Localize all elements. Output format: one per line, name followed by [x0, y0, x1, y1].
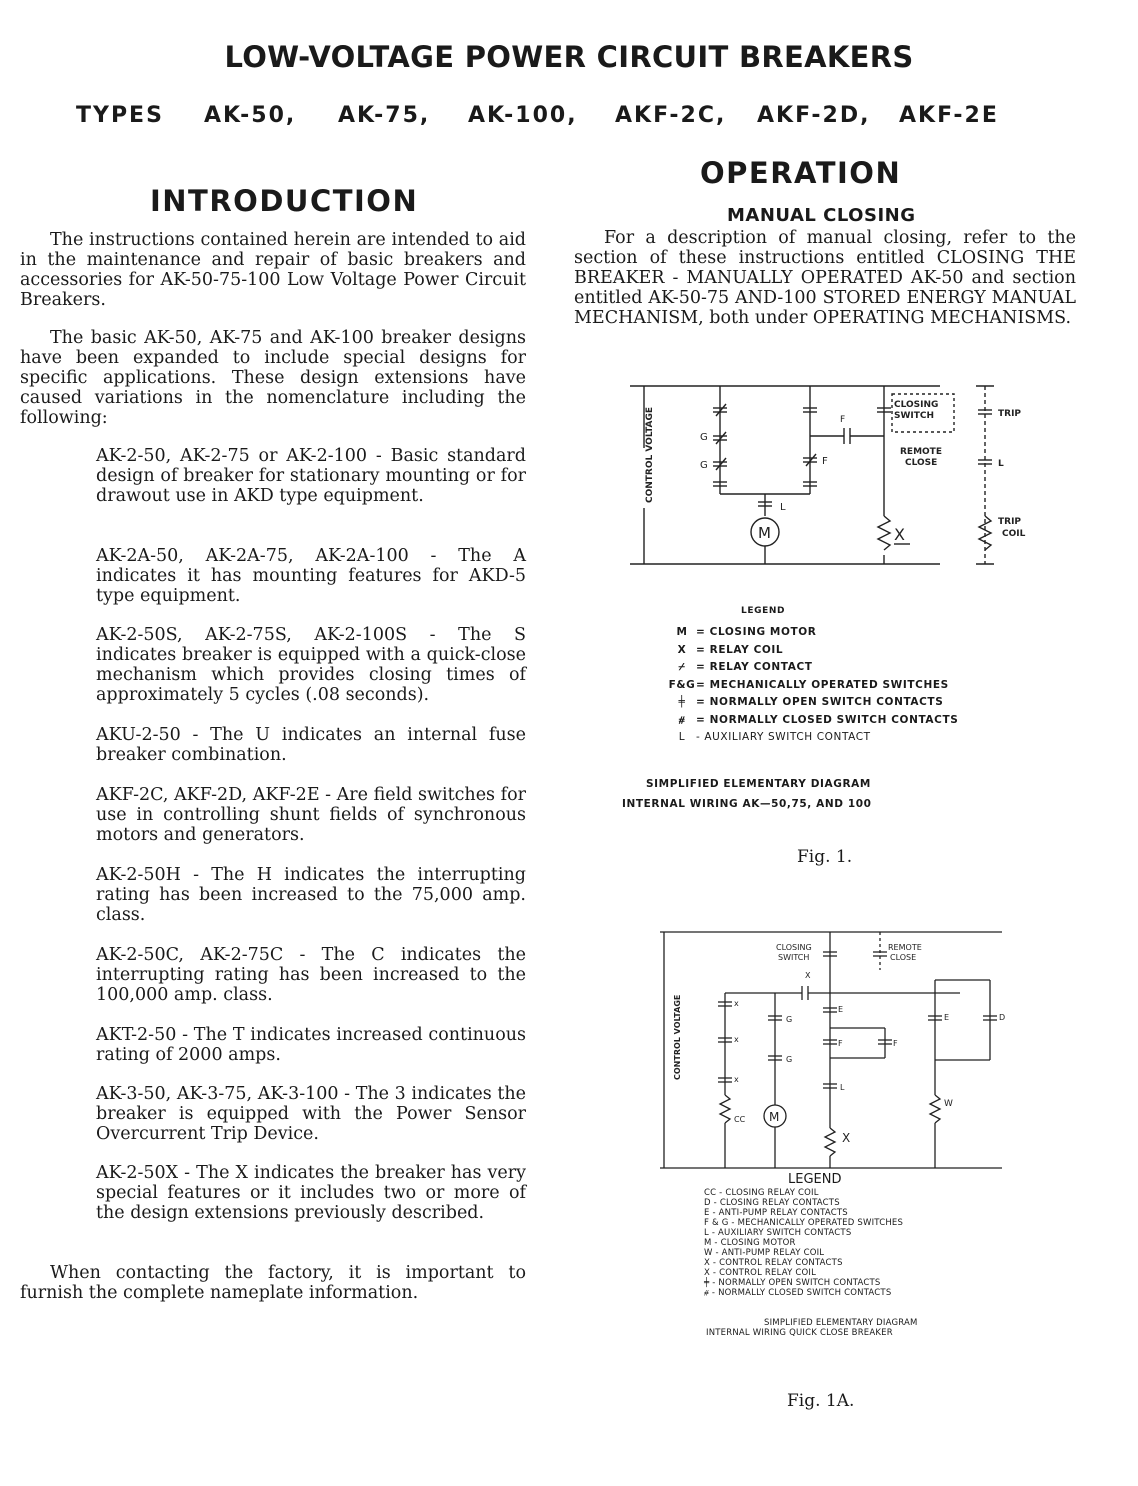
fig1a-g-label: G	[786, 1015, 793, 1024]
fig1a-w-label: W	[944, 1099, 953, 1109]
fig1a-legend-item: ╪ - NORMALLY OPEN SWITCH CONTACTS	[704, 1278, 881, 1288]
fig1-label: Fig. 1.	[797, 847, 853, 867]
nomenclature-item: AK-2-50H - The H indicates the interrupting rating has been increased to the 75,000 amp. class.	[96, 865, 526, 925]
svg-text:x: x	[734, 1075, 739, 1084]
fig1a-legend-item: W - ANTI-PUMP RELAY COIL	[704, 1248, 825, 1258]
nomenclature-item: AK-3-50, AK-3-75, AK-3-100 - The 3 indicates the breaker is equipped with the Power Sensor Overcurrent Trip Device.	[96, 1084, 526, 1144]
fig1a-caption-line-2: INTERNAL WIRING QUICK CLOSE BREAKER	[706, 1328, 893, 1338]
fig1-control-voltage-label: CONTROL VOLTAGE	[645, 406, 655, 503]
svg-text:x: x	[734, 999, 739, 1008]
fig1-legend-item: X = RELAY COIL	[668, 642, 958, 660]
normally-open-contact-icon: ╪	[678, 696, 686, 708]
page-title: LOW-VOLTAGE POWER CIRCUIT BREAKERS	[224, 40, 914, 74]
fig1a-legend-item: F & G - MECHANICALLY OPERATED SWITCHES	[704, 1218, 904, 1228]
fig1-legend-item: ⌿ = RELAY CONTACT	[668, 659, 958, 677]
fig1a-motor-label: M	[769, 1110, 780, 1124]
relay-contact-icon: ⌿	[678, 661, 686, 673]
fig1-caption-line-2: INTERNAL WIRING AK—50,75, AND 100	[622, 798, 872, 810]
svg-text:REMOTE: REMOTE	[888, 943, 922, 952]
fig1a-f-label: F	[838, 1039, 843, 1048]
fig1a-legend-item: X - CONTROL RELAY COIL	[704, 1268, 817, 1278]
fig1-legend-item: ╪ = NORMALLY OPEN SWITCH CONTACTS	[668, 694, 958, 712]
fig1a-x-coil-label: X	[842, 1131, 851, 1145]
nomenclature-item: AK-2-50, AK-2-75 or AK-2-100 - Basic standard design of breaker for stationary mounting or for drawout use in AKD type equipment.	[96, 446, 526, 506]
fig1a-legend-item: ⧣ - NORMALLY CLOSED SWITCH CONTACTS	[704, 1288, 892, 1298]
nomenclature-item: AKT-2-50 - The T indicates increased continuous rating of 2000 amps.	[96, 1025, 526, 1065]
fig1a-l-label: L	[840, 1083, 845, 1092]
fig1a-d-label: D	[999, 1013, 1006, 1022]
svg-text:CLOSE: CLOSE	[905, 458, 938, 468]
fig1a-legend-item: X - CONTROL RELAY CONTACTS	[704, 1258, 843, 1268]
fig1-legend-title: LEGEND	[741, 606, 786, 616]
manual-closing-paragraph: For a description of manual closing, refer to the section of these instructions entitled CLOSING THE BREAKER - MANUALLY OPERATED AK-50 and section entitled AK-50-75 AND-100 STORED ENERGY MANUAL MECHANISM, both under OPERATING MECHANISMS.	[574, 228, 1076, 328]
fig1a-legend-item: L - AUXILIARY SWITCH CONTACTS	[704, 1228, 852, 1238]
nomenclature-item: AKU-2-50 - The U indicates an internal fuse breaker combination.	[96, 725, 526, 765]
svg-text:x: x	[734, 1035, 739, 1044]
fig1a-label: Fig. 1A.	[787, 1391, 855, 1411]
fig1-legend-item: M = CLOSING MOTOR	[668, 624, 958, 642]
fig1a-legend-item: E - ANTI-PUMP RELAY CONTACTS	[704, 1208, 848, 1218]
svg-text:SWITCH: SWITCH	[894, 411, 935, 421]
fig1-l-label: L	[780, 502, 786, 513]
fig1a-cc-label: CC	[734, 1115, 746, 1124]
svg-text:L: L	[998, 459, 1004, 469]
fig1a-wiring-diagram	[630, 920, 1030, 1172]
fig1-legend-item: F&G= MECHANICALLY OPERATED SWITCHES	[668, 677, 958, 695]
intro-paragraph-1: The instructions contained herein are intended to aid in the maintenance and repair of basic breakers and accessories for AK-50-75-100 Low Voltage Power Circuit Breakers.	[20, 230, 526, 310]
nomenclature-item: AK-2-50X - The X indicates the breaker has very special features or it includes two or more of the design extensions previously described.	[96, 1163, 526, 1223]
fig1a-legend-item: D - CLOSING RELAY CONTACTS	[704, 1198, 840, 1208]
fig1a-caption-line-1: SIMPLIFIED ELEMENTARY DIAGRAM	[764, 1318, 918, 1328]
fig1a-g-label: G	[786, 1055, 793, 1064]
nomenclature-item: AK-2-50S, AK-2-75S, AK-2-100S - The S indicates breaker is equipped with a quick-close mechanism which provides closing times of approximately 5 cycles (.08 seconds).	[96, 625, 526, 705]
fig1a-e-label: E	[944, 1013, 950, 1022]
intro-closing-paragraph: When contacting the factory, it is important to furnish the complete nameplate information.	[20, 1263, 526, 1303]
fig1-x-label: X	[894, 525, 905, 544]
fig1a-legend-title: LEGEND	[788, 1172, 842, 1187]
svg-text:TRIP: TRIP	[998, 517, 1022, 527]
type-akf2c: AKF-2C,	[615, 103, 727, 128]
fig1-wiring-diagram	[600, 378, 1060, 578]
fig1a-legend-item: CC - CLOSING RELAY COIL	[704, 1188, 819, 1198]
fig1-legend-item: L - AUXILIARY SWITCH CONTACT	[668, 729, 958, 747]
type-ak100: AK-100,	[468, 103, 578, 128]
fig1-legend-item: ⧣ = NORMALLY CLOSED SWITCH CONTACTS	[668, 712, 958, 730]
fig1-g-label: G	[700, 460, 708, 471]
type-ak50: AK-50,	[204, 103, 297, 128]
fig1a-e-label: E	[838, 1005, 844, 1014]
fig1-legend	[668, 624, 958, 747]
fig1-caption-line-1: SIMPLIFIED ELEMENTARY DIAGRAM	[646, 778, 871, 790]
fig1-f-label: F	[840, 415, 846, 425]
fig1a-f-label: F	[893, 1039, 898, 1048]
intro-paragraph-2: The basic AK-50, AK-75 and AK-100 breaker designs have been expanded to include special designs for specific applications. These design extensions have caused variations in the nomenclature including the following:	[20, 328, 526, 428]
fig1a-legend	[704, 1188, 944, 1298]
nomenclature-item: AKF-2C, AKF-2D, AKF-2E - Are field switches for use in controlling shunt fields of synchronous motors and generators.	[96, 785, 526, 845]
mechanical-switch-icon: F&G	[668, 678, 696, 691]
type-ak75: AK-75,	[338, 103, 431, 128]
type-akf2e: AKF-2E	[899, 103, 999, 128]
fig1a-legend-item: M - CLOSING MOTOR	[704, 1238, 796, 1248]
svg-text:CLOSING: CLOSING	[776, 943, 812, 952]
types-label: TYPES	[76, 103, 164, 128]
svg-text:CLOSING: CLOSING	[894, 400, 939, 410]
fig1-f-label: F	[822, 456, 828, 467]
operation-heading: OPERATION	[700, 156, 902, 190]
type-akf2d: AKF-2D,	[757, 103, 871, 128]
svg-text:TRIP: TRIP	[998, 409, 1022, 419]
nomenclature-item: AK-2A-50, AK-2A-75, AK-2A-100 - The A indicates it has mounting features for AKD-5 type equipment.	[96, 546, 526, 606]
fig1-motor-label: M	[758, 524, 771, 542]
svg-text:REMOTE: REMOTE	[900, 447, 942, 457]
relay-coil-icon: X	[677, 643, 687, 656]
fig1a-x-label: X	[805, 971, 811, 980]
svg-text:CLOSE: CLOSE	[890, 953, 917, 962]
fig1-g-label: G	[700, 432, 708, 443]
svg-text:SWITCH: SWITCH	[778, 953, 810, 962]
svg-text:COIL: COIL	[1002, 529, 1026, 539]
nomenclature-item: AK-2-50C, AK-2-75C - The C indicates the interrupting rating has been increased to the 100,000 amp. class.	[96, 945, 526, 1005]
manual-closing-heading: MANUAL CLOSING	[727, 205, 916, 226]
normally-closed-contact-icon: ⧣	[678, 713, 686, 726]
introduction-heading: INTRODUCTION	[150, 184, 419, 218]
auxiliary-contact-icon: L	[678, 731, 686, 743]
motor-icon: M	[676, 626, 688, 638]
fig1a-control-voltage-label: CONTROL VOLTAGE	[673, 994, 682, 1080]
